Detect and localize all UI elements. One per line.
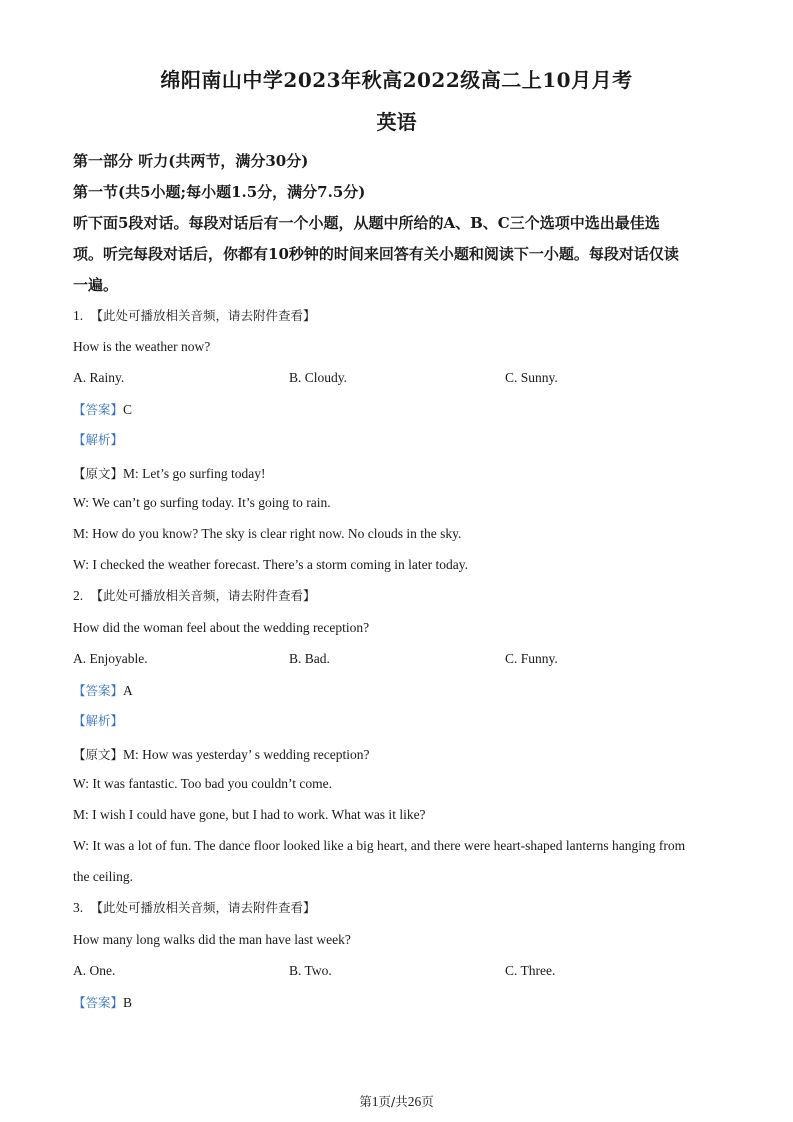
audio-note: 【此处可播放相关音频，请去附件查看】 [90, 308, 316, 323]
question-1-text: How is the weather now? [73, 339, 211, 354]
question-3-answer [73, 993, 132, 1011]
question-1-answer [73, 400, 132, 418]
question-2-transcript-line-1 [73, 745, 369, 763]
instructions-line-2: 项。听完每段对话后，你都有10秒钟的时间来回答有关小题和阅读下一小题。每段对话仅读 [73, 245, 679, 263]
footer-suffix: 页 [421, 1094, 434, 1109]
question-1-option-a: A. Rainy. [73, 370, 125, 385]
footer-total-pages: 26 [407, 1094, 422, 1109]
question-2-transcript-line-3: M: I wish I could have gone, but I had to work. What was it like? [73, 807, 426, 822]
question-2-option-b: B. Bad. [289, 651, 330, 666]
question-2-analysis-label: 【解析】 [73, 713, 124, 728]
original-label: 【原文】 [73, 466, 124, 481]
answer-value: C [123, 402, 133, 417]
question-2-transcript-line-2: W: It was fantastic. Too bad you couldn’t come. [73, 776, 332, 791]
answer-value: A [123, 683, 133, 698]
question-3-option-b: B. Two. [289, 963, 332, 978]
question-3-option-c: C. Three. [505, 963, 556, 978]
question-2-transcript-line-5: the ceiling. [73, 869, 133, 884]
answer-value: B [123, 995, 133, 1010]
page-footer [0, 1092, 793, 1110]
question-3-text: How many long walks did the man have last week? [73, 932, 351, 947]
audio-note: 【此处可播放相关音频，请去附件查看】 [90, 900, 316, 915]
question-1-option-c: C. Sunny. [505, 370, 558, 385]
answer-label: 【答案】 [73, 995, 124, 1010]
question-1-transcript-line-2: W: We can’t go surfing today. It’s going to rain. [73, 495, 331, 510]
instructions-line-1: 听下面5段对话。每段对话后有一个小题，从题中所给的A、B、C三个选项中选出最佳选 [73, 214, 660, 232]
transcript-text: M: Let’s go surfing today! [123, 466, 266, 481]
question-number: 1. [73, 308, 84, 323]
question-2-transcript-line-4: W: It was a lot of fun. The dance floor looked like a big heart, and there were heart-shaped lanterns hanging from [73, 838, 686, 853]
question-2-option-a: A. Enjoyable. [73, 651, 148, 666]
footer-prefix: 第 [359, 1094, 372, 1109]
question-1-analysis-label: 【解析】 [73, 432, 124, 447]
question-2-text: How did the woman feel about the wedding reception? [73, 620, 370, 635]
page-title: 绵阳南山中学2023年秋高2022级高二上10月月考 [160, 68, 633, 92]
question-2-header [73, 586, 316, 604]
section-heading: 第一节(共5小题;每小题1.5分，满分7.5分) [73, 183, 366, 201]
question-number: 2. [73, 588, 84, 603]
question-1-transcript-line-4: W: I checked the weather forecast. There’s a storm coming in later today. [73, 557, 468, 572]
question-2-answer [73, 681, 133, 699]
instructions-line-3: 一遍。 [73, 276, 119, 294]
question-3-option-a: A. One. [73, 963, 116, 978]
footer-page-number: 1 [371, 1094, 379, 1109]
question-1-transcript-line-3: M: How do you know? The sky is clear right now. No clouds in the sky. [73, 526, 462, 541]
question-1-transcript-line-1 [73, 464, 266, 482]
part-heading: 第一部分 听力(共两节，满分30分) [73, 152, 309, 170]
answer-label: 【答案】 [73, 402, 124, 417]
question-1-option-b: B. Cloudy. [289, 370, 348, 385]
question-3-header [73, 898, 316, 916]
audio-note: 【此处可播放相关音频，请去附件查看】 [90, 588, 316, 603]
transcript-text: M: How was yesterday’ s wedding reception? [123, 747, 370, 762]
original-label: 【原文】 [73, 747, 124, 762]
subject-title: 英语 [376, 110, 417, 134]
question-2-option-c: C. Funny. [505, 651, 558, 666]
answer-label: 【答案】 [73, 683, 124, 698]
footer-middle: 页/共 [378, 1094, 408, 1109]
question-number: 3. [73, 900, 84, 915]
question-1-header [73, 306, 316, 324]
